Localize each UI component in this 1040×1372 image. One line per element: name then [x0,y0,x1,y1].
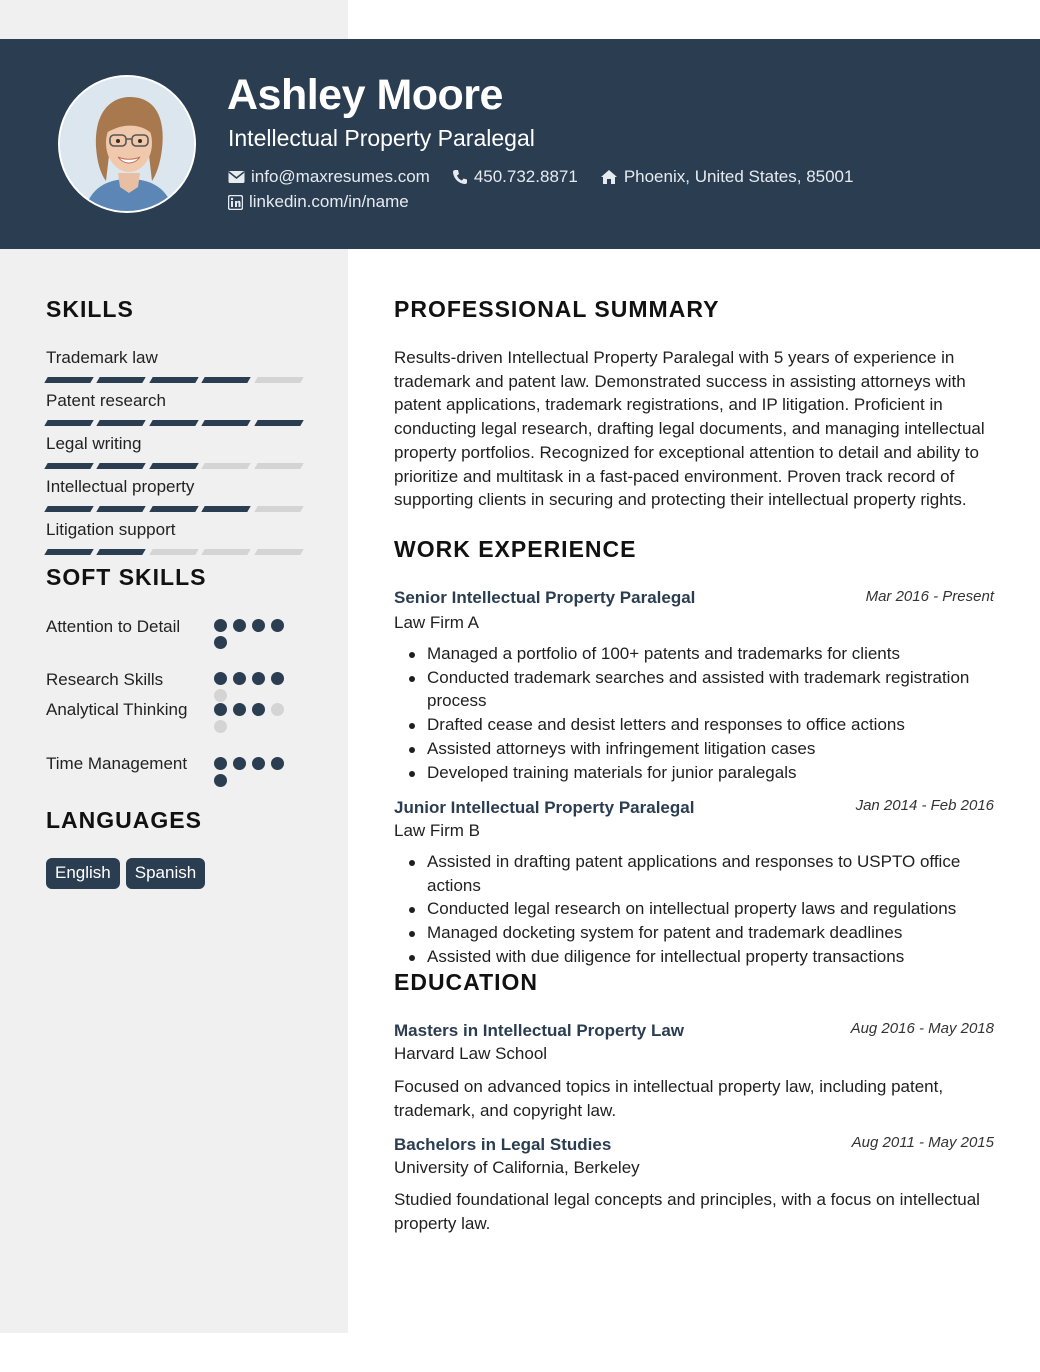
home-icon [600,169,618,185]
skill-label: Litigation support [46,520,176,539]
summary-heading: PROFESSIONAL SUMMARY [394,296,720,322]
skill-label: Trademark law [46,348,158,367]
bullet-item: Developed training materials for junior paralegals [406,761,1006,785]
avatar [58,75,196,213]
bullet-item: Managed a portfolio of 100+ patents and trademarks for clients [406,642,1006,666]
education-entry-title: Masters in Intellectual Property Law [394,1021,685,1040]
rating-dot [233,703,246,716]
linkedin-icon [228,195,243,210]
rating-segment [97,549,147,555]
location-text: Phoenix, United States, 85001 [623,167,854,186]
rating-segment [201,377,251,383]
bullet-item: Conducted trademark searches and assisted with trademark registration process [406,666,1006,713]
bullet-item: Managed docketing system for patent and trademark deadlines [406,921,1006,945]
education-heading: EDUCATION [394,969,539,995]
job-entry-bullets [406,642,1006,784]
education-entry-date: Aug 2011 - May 2015 [851,1134,994,1151]
rating-dot [214,703,227,716]
job-entry-company: Law Firm B [394,821,480,840]
bullet-item: Conducted legal research on intellectual property laws and regulations [406,897,1006,921]
rating-segment [44,463,94,469]
avatar-photo [60,77,196,213]
rating-segment [254,463,304,469]
soft-skill-label: Time Management [46,754,188,773]
job-entry-title: Junior Intellectual Property Paralegal [394,798,695,817]
rating-segment [97,463,147,469]
skill-rating-bar [46,549,302,555]
bullet-item: Assisted in drafting patent applications and responses to USPTO office actions [406,850,1006,897]
skill-label: Legal writing [46,434,142,453]
rating-dot [271,672,284,685]
education-entry-date: Aug 2016 - May 2018 [850,1020,994,1037]
education-entry-description: Studied foundational legal concepts and principles, with a focus on intellectual property law. [394,1190,980,1233]
rating-segment [149,463,199,469]
soft-skill-dots [214,757,290,787]
rating-dot [233,672,246,685]
rating-dot [214,636,227,649]
job-title: Intellectual Property Paralegal [228,125,535,151]
candidate-name: Ashley Moore [227,71,503,119]
rating-segment [149,506,199,512]
rating-segment [44,420,94,426]
rating-segment [201,420,251,426]
rating-dot [214,720,227,733]
email-contact[interactable] [228,167,430,187]
rating-segment [201,463,251,469]
rating-segment [254,549,304,555]
rating-segment [149,549,199,555]
rating-segment [149,377,199,383]
education-entry-title: Bachelors in Legal Studies [394,1135,612,1154]
language-badge: Spanish [126,858,205,889]
linkedin-contact[interactable] [228,192,409,212]
rating-segment [44,506,94,512]
education-entry-school: Harvard Law School [394,1044,548,1063]
skill-rating-bar [46,377,302,383]
job-entry-bullets [406,850,1006,969]
location-contact [600,167,854,187]
rating-dot [214,757,227,770]
language-badge: English [46,858,120,889]
skill-rating-bar [46,420,302,426]
rating-dot [252,672,265,685]
bullet-item: Drafted cease and desist letters and responses to office actions [406,713,1006,737]
rating-segment [254,377,304,383]
language-list [46,858,205,889]
rating-segment [254,506,304,512]
skill-rating-bar [46,506,302,512]
rating-dot [271,703,284,716]
languages-heading: LANGUAGES [46,807,202,833]
education-entry-school: University of California, Berkeley [394,1158,640,1177]
rating-dot [271,619,284,632]
bullet-item: Assisted with due diligence for intellectual property transactions [406,945,1006,969]
soft-skill-dots [214,672,290,702]
job-entry-date: Mar 2016 - Present [865,588,994,605]
rating-segment [254,420,304,426]
rating-dot [214,774,227,787]
rating-segment [201,506,251,512]
soft-skill-label: Research Skills [46,670,164,689]
resume-header [0,39,1040,249]
rating-dot [233,757,246,770]
contact-row [228,167,853,187]
phone-text: 450.732.8871 [473,167,578,186]
rating-dot [271,757,284,770]
bullet-item: Assisted attorneys with infringement litigation cases [406,737,1006,761]
skills-heading: SKILLS [46,296,134,322]
skill-label: Intellectual property [46,477,195,496]
soft-skills-heading: SOFT SKILLS [46,564,207,590]
job-entry-company: Law Firm A [394,613,480,632]
contact-row-2 [228,192,409,212]
rating-dot [252,757,265,770]
rating-segment [44,549,94,555]
envelope-icon [228,170,245,184]
phone-icon [452,169,468,185]
experience-heading: WORK EXPERIENCE [394,536,637,562]
rating-segment [149,420,199,426]
rating-dot [252,703,265,716]
skill-label: Patent research [46,391,167,410]
rating-dot [214,619,227,632]
soft-skill-label: Analytical Thinking [46,700,188,719]
rating-dot [214,689,227,702]
linkedin-text: linkedin.com/in/name [249,192,409,211]
rating-segment [97,420,147,426]
soft-skill-dots [214,703,290,733]
rating-segment [201,549,251,555]
soft-skill-label: Attention to Detail [46,617,181,636]
job-entry-date: Jan 2014 - Feb 2016 [855,797,994,814]
rating-segment [44,377,94,383]
rating-dot [214,672,227,685]
phone-contact[interactable] [452,167,578,187]
skill-rating-bar [46,463,302,469]
education-entry-description: Focused on advanced topics in intellectual property law, including patent, trademark, and copyright law. [394,1077,944,1120]
rating-dot [252,619,265,632]
rating-segment [97,506,147,512]
rating-segment [97,377,147,383]
job-entry-title: Senior Intellectual Property Paralegal [394,588,696,607]
summary-text: Results-driven Intellectual Property Paralegal with 5 years of experience in trademark and patent law. Demonstrated success in assisting attorneys with patent applications, trademark registrations, and IP litigation. Proficient in conducting legal research, drafting legal documents, and managing intellectual property portfolios. Recognized for exceptional attention to detail and ability to prioritize and multitask in a fast-paced environment. Proven track record of supporting clients in securing and protecting their intellectual property rights. [394,348,985,510]
email-text: info@maxresumes.com [251,167,430,186]
soft-skill-dots [214,619,290,649]
rating-dot [233,619,246,632]
